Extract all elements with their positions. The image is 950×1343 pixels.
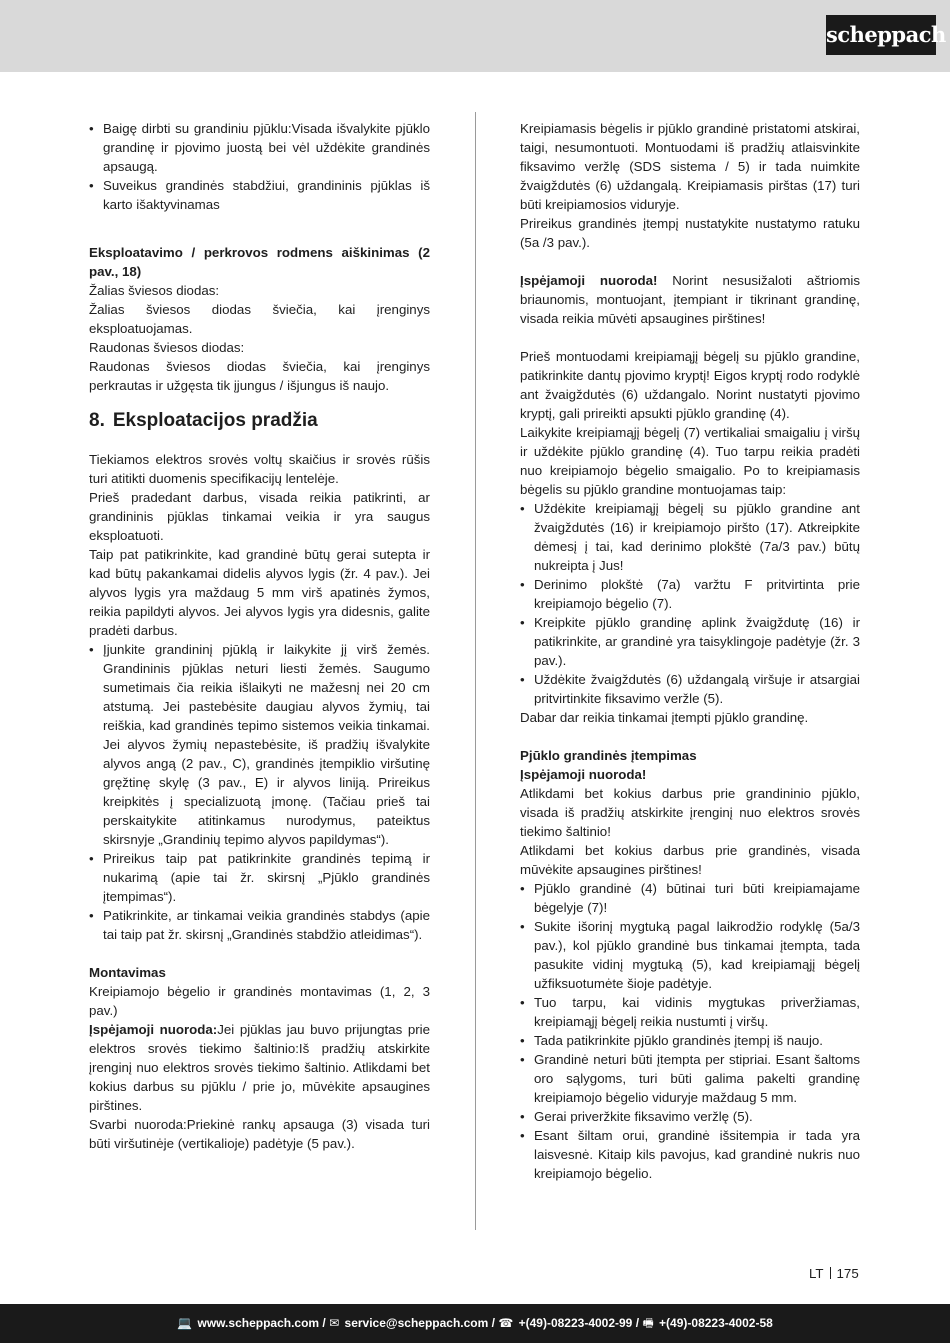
list-item: • Sukite išorinį mygtuką pagal laikrodžio rodyklę (5a/3 pav.), kol pjūklo grandinė bus tinkamai įtempta, tada pasukite vidinį mygtuką (5), kad kreipiamąjį bėgelį užfiksuotumėte šioje padėtyje. bbox=[520, 917, 860, 993]
paragraph: Prieš pradedant darbus, visada reikia patikrinti, ar grandininis pjūklas tinkamai veikia ir yra saugus eksploatuoti. bbox=[89, 490, 430, 543]
footer-email-link[interactable]: service@scheppach.com / bbox=[344, 1316, 495, 1330]
display-line: Raudonas šviesos diodas šviečia, kai įrenginys perkrautas ir užgęsta tik įjungus / išjungus iš naujo. bbox=[89, 359, 430, 393]
tension-bullet-list bbox=[520, 879, 860, 1183]
page-number bbox=[809, 1266, 859, 1282]
page-number-separator bbox=[830, 1267, 831, 1279]
computer-icon: 💻 bbox=[177, 1316, 193, 1330]
footer-contact-bar bbox=[0, 1304, 950, 1343]
fax-icon: 🖷 bbox=[642, 1316, 654, 1330]
mounting-bullet-list bbox=[520, 499, 860, 708]
mounting-heading: Montavimas bbox=[89, 965, 166, 980]
list-item: • Įjunkite grandininį pjūklą ir laikykite jį virš žemės. Grandininis pjūklas neturi liesti žemės. Saugumo sumetimais čia reikia išlaikyti ne mažesnį nei 20 cm atstumą. Jei pastebėsite daugiau alyvos žymių, tai reiškia, kad grandinės tepimo sistemos veikia tinkamai. Jei alyvos žymių nepastebėsite, iš pradžių išvalykite alyvos angą (2 pav., C), grandinės įtempiklio viršutinę gręžtinę skylę (3 pav., E) ir alyvos liniją. Prireikus kreipkitės į specializuotą įmonę. (Tačiau prieš tai perskaitykite atitinkamus nurodymus, pateiktus skirsnyje „Grandinių tepimo alyvos papildymas“). bbox=[89, 640, 430, 849]
list-item: • Patikrinkite, ar tinkamai veikia grandinės stabdys (apie tai taip pat žr. skirsnį „Grandinės stabdžio atleidimas“). bbox=[89, 906, 430, 944]
left-column bbox=[89, 119, 430, 1153]
list-item: • Tada patikrinkite pjūklo grandinės įtempį iš naujo. bbox=[520, 1031, 860, 1050]
list-item: • Esant šiltam orui, grandinė išsitempia ir tada yra laisvesnė. Kitaip kils pavojus, kad grandinė nukris nuo kreipiamojo bėgelio. bbox=[520, 1126, 860, 1183]
language-code: LT bbox=[809, 1266, 824, 1281]
list-item: • Uždėkite kreipiamąjį bėgelį su pjūklo grandine ant žvaigždutės (16) ir kreipiamojo piršto (17). Atkreipkite dėmesį į tai, kad derinimo plokštė (7a/3 pav.) būtų nukreipta į Jus! bbox=[520, 499, 860, 575]
paragraph: Tiekiamos elektros srovės voltų skaičius ir srovės rūšis turi atitikti duomenis specifikacijų lentelėje. bbox=[89, 452, 430, 486]
display-line: Žalias šviesos diodas: bbox=[89, 283, 220, 298]
check-bullet-list bbox=[89, 640, 430, 944]
list-item: • Baigę dirbti su grandiniu pjūklu:Visada išvalykite pjūklo grandinę ir pjovimo juostą bei vėl uždėkite grandinės apsaugą. bbox=[89, 119, 430, 176]
warning-paragraph bbox=[520, 271, 860, 328]
list-item: • Tuo tarpu, kai vidinis mygtukas priveržiamas, kreipiamąjį bėgelį reikia nustumti į viršų. bbox=[520, 993, 860, 1031]
paragraph: Kreipiamojo bėgelio ir grandinės montavimas (1, 2, 3 pav.) bbox=[89, 984, 430, 1018]
list-item: • Prireikus taip pat patikrinkite grandinės tepimą ir nukarimą (apie tai žr. skirsnį „Pjūklo grandinės įtempimas“). bbox=[89, 849, 430, 906]
paragraph: Laikykite kreipiamąjį bėgelį (7) vertikaliai smaigaliu į viršų ir uždėkite pjūklo grandinę (4). Tuo tarpu reikia pradėti nuo kreipiamojo bėgelio smaigalio. Po to kreipiamasis bėgelis su pjūklo grandine montuojamas taip: bbox=[520, 425, 860, 497]
list-item: • Pjūklo grandinė (4) būtinai turi būti kreipiamajame bėgelyje (7)! bbox=[520, 879, 860, 917]
column-divider bbox=[475, 112, 476, 1230]
footer-fax: +(49)-08223-4002-58 bbox=[659, 1316, 773, 1330]
paragraph: Prireikus grandinės įtempį nustatykite nustatymo ratuku (5a /3 pav.). bbox=[520, 216, 860, 250]
section-heading bbox=[89, 408, 430, 434]
display-line: Raudonas šviesos diodas: bbox=[89, 340, 245, 355]
warning-label: Įspėjamoji nuoroda! bbox=[520, 273, 658, 288]
display-line: Žalias šviesos diodas šviečia, kai įrenginys eksploatuojamas. bbox=[89, 302, 430, 336]
footer-website-link[interactable]: www.scheppach.com / bbox=[197, 1316, 326, 1330]
display-heading: Eksploatavimo / perkrovos rodmens aiškinimas (2 pav., 18) bbox=[89, 245, 430, 279]
paragraph: Atlikdami bet kokius darbus prie grandinės, visada mūvėkite apsaugines pirštines! bbox=[520, 843, 860, 877]
list-item: • Derinimo plokštė (7a) varžtu F pritvirtinta prie kreipiamojo bėgelio (7). bbox=[520, 575, 860, 613]
phone-icon: ☎ bbox=[498, 1316, 514, 1330]
list-item: • Uždėkite žvaigždutės (6) uždangalą viršuje ir atsargiai pritvirtinkite fiksavimo veržle (5). bbox=[520, 670, 860, 708]
paragraph: Atlikdami bet kokius darbus prie grandininio pjūklo, visada iš pradžių atskirkite įrenginį nuo elektros srovės tiekimo šaltinio! bbox=[520, 786, 860, 839]
list-item: • Grandinė neturi būti įtempta per stipriai. Esant šaltoms oro sąlygoms, turi būti galima pakelti grandinę kreipiamojo bėgelio viduryje maždaug 5 mm. bbox=[520, 1050, 860, 1107]
warning-text: Norint nesusižaloti aštriomis briaunomis, montuojant, įtempiant ir tikrinant grandinę, visada reikia mūvėti apsaugines pirštines! bbox=[520, 273, 860, 326]
section-title: Eksploatacijos pradžia bbox=[112, 410, 318, 431]
tension-warning: Įspėjamoji nuoroda! bbox=[520, 767, 647, 782]
section-number: 8. bbox=[89, 410, 105, 431]
list-item: • Gerai priveržkite fiksavimo veržlę (5). bbox=[520, 1107, 860, 1126]
list-item: • Suveikus grandinės stabdžiui, grandininis pjūklas iš karto išaktyvinamas bbox=[89, 176, 430, 214]
warning-paragraph bbox=[89, 1020, 430, 1115]
intro-bullet-list bbox=[89, 119, 430, 214]
paragraph: Taip pat patikrinkite, kad grandinė būtų gerai sutepta ir kad būtų pakankamai didelis alyvos lygis (žr. 4 pav.). Jei alyvos lygis yra maždaug 5 mm virš apatinės žymos, reikia papildyti alyvos. Jei alyvos lygis yra didesnis, galite pradėti darbus. bbox=[89, 547, 430, 638]
mail-icon: ✉ bbox=[329, 1316, 340, 1330]
scheppach-logo[interactable]: scheppach bbox=[826, 15, 936, 55]
header-band bbox=[0, 0, 950, 72]
tension-heading: Pjūklo grandinės įtempimas bbox=[520, 748, 697, 763]
right-column bbox=[520, 119, 860, 1183]
list-item: • Kreipkite pjūklo grandinę aplink žvaigždutę (16) ir patikrinkite, ar grandinė yra taisyklingoje padėtyje (žr. 3 pav.). bbox=[520, 613, 860, 670]
warning-label: Įspėjamoji nuoroda: bbox=[89, 1022, 218, 1037]
page-number-value: 175 bbox=[836, 1266, 859, 1281]
paragraph: Kreipiamasis bėgelis ir pjūklo grandinė pristatomi atskirai, taigi, nesumontuoti. Montuodami iš pradžių atlaisvinkite fiksavimo veržlę (SDS sistema / 5) ir tada nuimkite žvaigždutės (6) uždangalą. Kreipiamasis pirštas (17) turi būti kreipiamosios viduryje. bbox=[520, 121, 860, 212]
warning-text: Jei pjūklas jau buvo prijungtas prie elektros srovės tiekimo šaltinio:Iš pradžių atskirkite įrenginį nuo elektros srovės tiekimo šaltinio. Atlikdami bet kokius darbus su pjūklu / prie jo, mūvėkite apsaugines pirštines. bbox=[89, 1022, 430, 1113]
paragraph: Dabar dar reikia tinkamai įtempti pjūklo grandinę. bbox=[520, 710, 809, 725]
paragraph: Svarbi nuoroda:Priekinė rankų apsauga (3) visada turi būti viršutinėje (vertikalioje) padėtyje (5 pav.). bbox=[89, 1117, 430, 1151]
footer-phone[interactable]: +(49)-08223-4002-99 / bbox=[518, 1316, 640, 1330]
paragraph: Prieš montuodami kreipiamąjį bėgelį su pjūklo grandine, patikrinkite dantų pjovimo kryptį! Eigos kryptį rodo rodyklė ant žvaigždutės (6) uždangalo. Norint nustatyti pjovimo kryptį, gali prireikti apsukti pjūklo grandinę (4). bbox=[520, 349, 860, 421]
